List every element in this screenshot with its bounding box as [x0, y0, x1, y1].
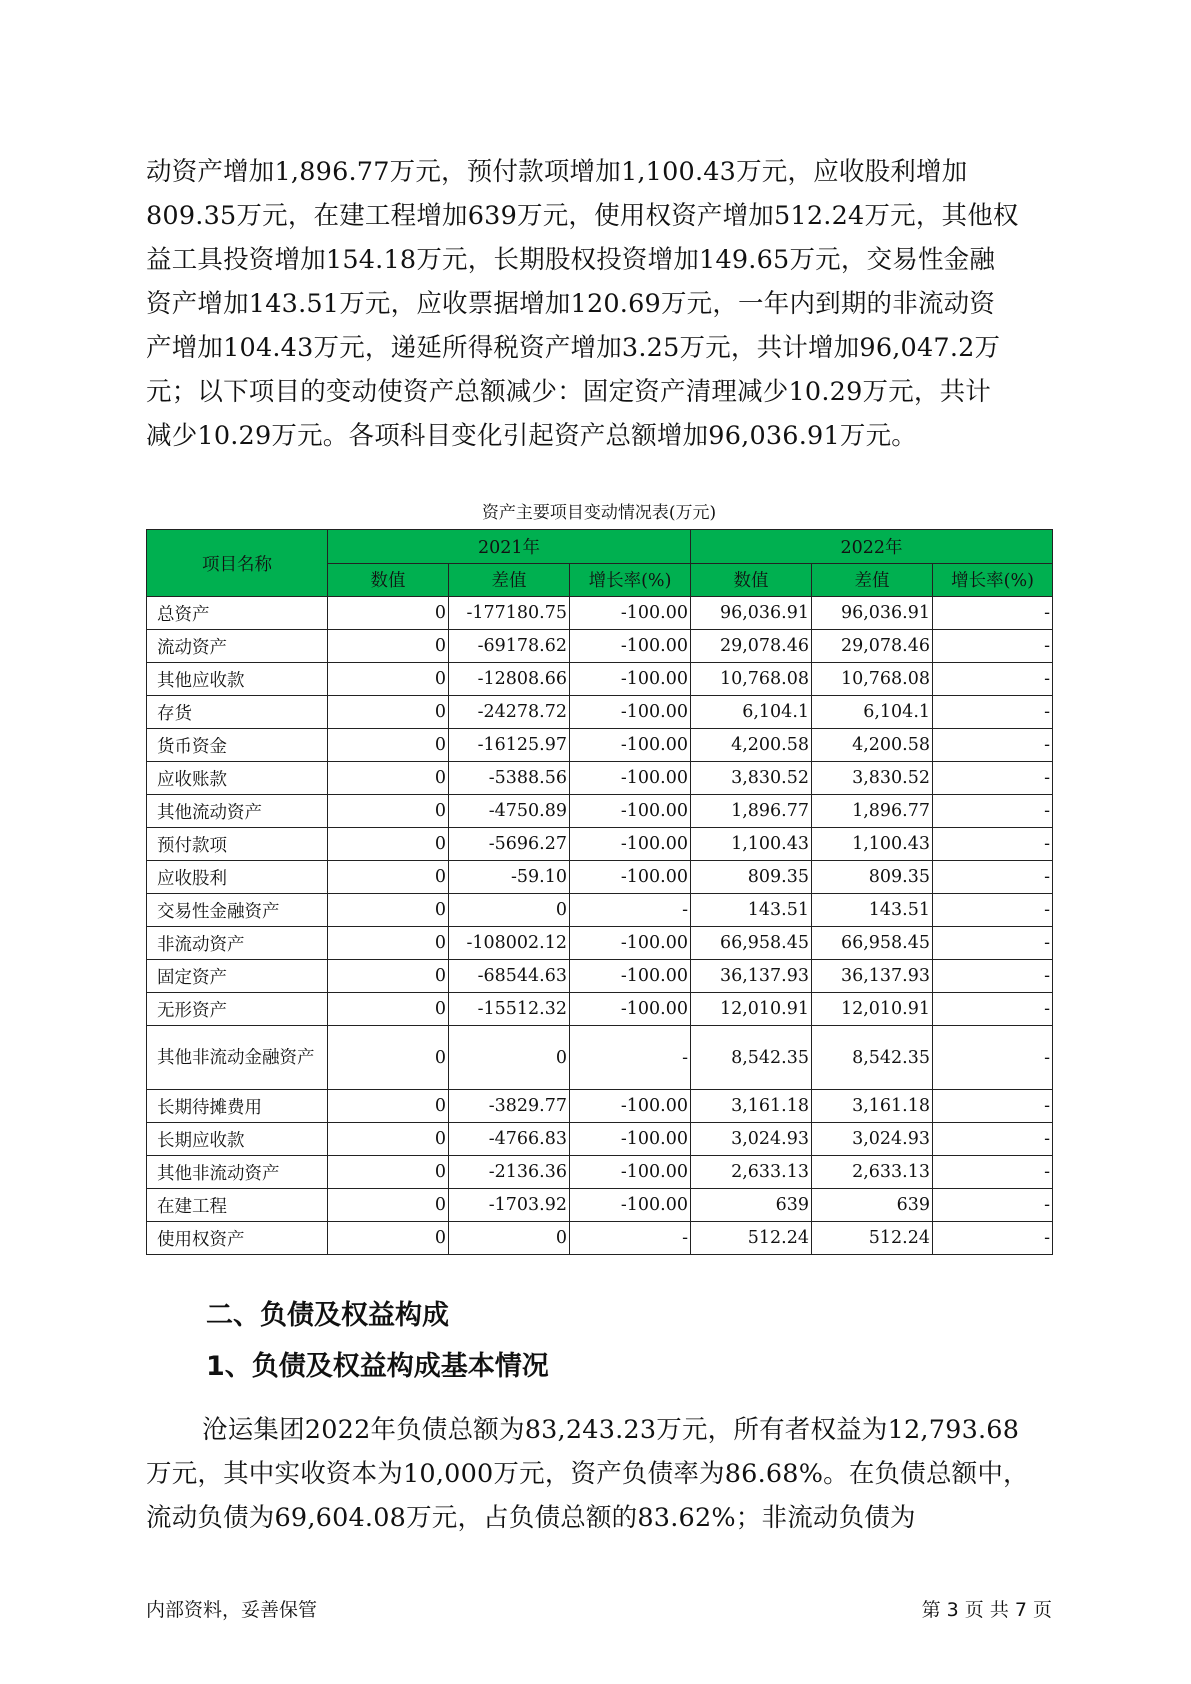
row-name-cell: 交易性金融资产	[147, 894, 328, 927]
value-2022-cell: 809.35	[691, 861, 812, 894]
diff-2022-cell: 1,896.77	[812, 795, 933, 828]
value-2021-cell: 0	[328, 1123, 449, 1156]
value-2021-cell: 0	[328, 1090, 449, 1123]
value-2022-cell: 1,100.43	[691, 828, 812, 861]
asset-change-table	[146, 529, 1053, 1255]
value-2021-cell: 0	[328, 1156, 449, 1189]
table-row	[147, 861, 1053, 894]
table-row	[147, 1090, 1053, 1123]
table-row	[147, 1189, 1053, 1222]
row-name-cell: 货币资金	[147, 729, 328, 762]
rate-2022-cell: -	[933, 894, 1053, 927]
diff-2022-cell: 10,768.08	[812, 663, 933, 696]
row-name-cell: 使用权资产	[147, 1222, 328, 1255]
column-header-2022: 2022年	[691, 530, 1053, 564]
diff-2021-cell: 0	[449, 894, 570, 927]
row-name-cell: 固定资产	[147, 960, 328, 993]
value-2022-cell: 66,958.45	[691, 927, 812, 960]
footer-confidential-note: 内部资料，妥善保管	[146, 1599, 318, 1621]
column-header-2021: 2021年	[328, 530, 691, 564]
liability-paragraph	[146, 1408, 1056, 1540]
row-name-cell: 总资产	[147, 597, 328, 630]
value-2022-cell: 10,768.08	[691, 663, 812, 696]
value-2022-cell: 1,896.77	[691, 795, 812, 828]
column-header-value-2021: 数值	[328, 563, 449, 597]
table-row	[147, 762, 1053, 795]
value-2021-cell: 0	[328, 993, 449, 1026]
row-name-cell: 其他流动资产	[147, 795, 328, 828]
diff-2022-cell: 29,078.46	[812, 630, 933, 663]
paragraph-line: 资产增加143.51万元，应收票据增加120.69万元，一年内到期的非流动资	[146, 289, 996, 319]
column-header-diff-2022: 差值	[812, 563, 933, 597]
row-name-cell: 应收股利	[147, 861, 328, 894]
diff-2021-cell: -16125.97	[449, 729, 570, 762]
footer-page-number: 第 3 页 共 7 页	[921, 1599, 1052, 1621]
rate-2021-cell: -100.00	[570, 1123, 691, 1156]
diff-2021-cell: -68544.63	[449, 960, 570, 993]
rate-2022-cell: -	[933, 960, 1053, 993]
paragraph-line: 流动负债为69,604.08万元，占负债总额的83.62%；非流动负债为	[146, 1503, 916, 1533]
row-name-cell: 在建工程	[147, 1189, 328, 1222]
table-row	[147, 960, 1053, 993]
value-2021-cell: 0	[328, 663, 449, 696]
diff-2022-cell: 639	[812, 1189, 933, 1222]
value-2022-cell: 4,200.58	[691, 729, 812, 762]
value-2021-cell: 0	[328, 630, 449, 663]
row-name-cell: 非流动资产	[147, 927, 328, 960]
diff-2021-cell: -3829.77	[449, 1090, 570, 1123]
diff-2021-cell: -24278.72	[449, 696, 570, 729]
rate-2022-cell: -	[933, 1189, 1053, 1222]
value-2022-cell: 2,633.13	[691, 1156, 812, 1189]
value-2021-cell: 0	[328, 960, 449, 993]
row-name-cell: 流动资产	[147, 630, 328, 663]
paragraph-line: 809.35万元，在建工程增加639万元，使用权资产增加512.24万元，其他权	[146, 201, 1019, 231]
column-header-diff-2021: 差值	[449, 563, 570, 597]
row-name-cell: 长期应收款	[147, 1123, 328, 1156]
table-row	[147, 993, 1053, 1026]
subsection-heading: 1、负债及权益构成基本情况	[206, 1351, 549, 1382]
value-2022-cell: 3,024.93	[691, 1123, 812, 1156]
rate-2021-cell: -100.00	[570, 861, 691, 894]
rate-2022-cell: -	[933, 1026, 1053, 1090]
asset-change-paragraph	[146, 150, 1056, 458]
row-name-cell: 应收账款	[147, 762, 328, 795]
rate-2021-cell: -100.00	[570, 729, 691, 762]
diff-2021-cell: -1703.92	[449, 1189, 570, 1222]
value-2022-cell: 143.51	[691, 894, 812, 927]
table-row	[147, 1156, 1053, 1189]
paragraph-line: 产增加104.43万元，递延所得税资产增加3.25万元，共计增加96,047.2万	[146, 333, 1001, 363]
table-row	[147, 1123, 1053, 1156]
diff-2022-cell: 3,161.18	[812, 1090, 933, 1123]
value-2021-cell: 0	[328, 795, 449, 828]
table-row	[147, 894, 1053, 927]
value-2022-cell: 8,542.35	[691, 1026, 812, 1090]
value-2021-cell: 0	[328, 597, 449, 630]
value-2021-cell: 0	[328, 696, 449, 729]
table-row	[147, 630, 1053, 663]
rate-2021-cell: -100.00	[570, 795, 691, 828]
rate-2022-cell: -	[933, 696, 1053, 729]
diff-2022-cell: 6,104.1	[812, 696, 933, 729]
rate-2022-cell: -	[933, 927, 1053, 960]
diff-2021-cell: 0	[449, 1222, 570, 1255]
table-row	[147, 597, 1053, 630]
diff-2021-cell: -69178.62	[449, 630, 570, 663]
diff-2021-cell: -5696.27	[449, 828, 570, 861]
table-caption: 资产主要项目变动情况表(万元)	[481, 503, 717, 523]
diff-2021-cell: -177180.75	[449, 597, 570, 630]
paragraph-line: 沧运集团2022年负债总额为83,243.23万元，所有者权益为12,793.68	[202, 1415, 1020, 1445]
value-2021-cell: 0	[328, 828, 449, 861]
diff-2022-cell: 12,010.91	[812, 993, 933, 1026]
diff-2022-cell: 512.24	[812, 1222, 933, 1255]
paragraph-line: 益工具投资增加154.18万元，长期股权投资增加149.65万元，交易性金融	[146, 245, 996, 275]
value-2021-cell: 0	[328, 729, 449, 762]
table-header-row	[147, 530, 1053, 564]
row-name-cell: 预付款项	[147, 828, 328, 861]
value-2022-cell: 3,161.18	[691, 1090, 812, 1123]
diff-2022-cell: 4,200.58	[812, 729, 933, 762]
column-header-name: 项目名称	[147, 530, 328, 597]
table-row	[147, 696, 1053, 729]
row-name-cell: 长期待摊费用	[147, 1090, 328, 1123]
value-2021-cell: 0	[328, 1222, 449, 1255]
paragraph-line: 减少10.29万元。各项科目变化引起资产总额增加96,036.91万元。	[146, 421, 917, 451]
table-row	[147, 828, 1053, 861]
rate-2022-cell: -	[933, 828, 1053, 861]
value-2021-cell: 0	[328, 894, 449, 927]
row-name-cell: 其他非流动金融资产	[147, 1026, 328, 1090]
table-row	[147, 795, 1053, 828]
value-2022-cell: 96,036.91	[691, 597, 812, 630]
value-2022-cell: 12,010.91	[691, 993, 812, 1026]
value-2021-cell: 0	[328, 762, 449, 795]
rate-2022-cell: -	[933, 597, 1053, 630]
row-name-cell: 其他非流动资产	[147, 1156, 328, 1189]
table-row	[147, 729, 1053, 762]
diff-2021-cell: -59.10	[449, 861, 570, 894]
diff-2022-cell: 809.35	[812, 861, 933, 894]
paragraph-line: 动资产增加1,896.77万元，预付款项增加1,100.43万元，应收股利增加	[146, 157, 968, 187]
value-2021-cell: 0	[328, 1189, 449, 1222]
rate-2021-cell: -100.00	[570, 597, 691, 630]
table-row	[147, 1026, 1053, 1090]
rate-2022-cell: -	[933, 762, 1053, 795]
rate-2021-cell: -100.00	[570, 960, 691, 993]
table-body	[147, 597, 1053, 1255]
column-header-rate-2021: 增长率(%)	[570, 563, 691, 597]
rate-2022-cell: -	[933, 993, 1053, 1026]
table-row	[147, 927, 1053, 960]
value-2021-cell: 0	[328, 861, 449, 894]
rate-2022-cell: -	[933, 1156, 1053, 1189]
rate-2021-cell: -	[570, 1222, 691, 1255]
value-2022-cell: 29,078.46	[691, 630, 812, 663]
rate-2021-cell: -100.00	[570, 1090, 691, 1123]
rate-2022-cell: -	[933, 663, 1053, 696]
diff-2021-cell: -108002.12	[449, 927, 570, 960]
diff-2021-cell: -4766.83	[449, 1123, 570, 1156]
column-header-value-2022: 数值	[691, 563, 812, 597]
diff-2021-cell: -15512.32	[449, 993, 570, 1026]
diff-2022-cell: 143.51	[812, 894, 933, 927]
diff-2022-cell: 3,830.52	[812, 762, 933, 795]
rate-2021-cell: -	[570, 1026, 691, 1090]
rate-2022-cell: -	[933, 1090, 1053, 1123]
rate-2021-cell: -100.00	[570, 1189, 691, 1222]
diff-2021-cell: -12808.66	[449, 663, 570, 696]
diff-2021-cell: -5388.56	[449, 762, 570, 795]
paragraph-line: 元；以下项目的变动使资产总额减少：固定资产清理减少10.29万元，共计	[146, 377, 992, 407]
diff-2022-cell: 3,024.93	[812, 1123, 933, 1156]
diff-2022-cell: 36,137.93	[812, 960, 933, 993]
rate-2022-cell: -	[933, 1222, 1053, 1255]
rate-2022-cell: -	[933, 630, 1053, 663]
diff-2022-cell: 96,036.91	[812, 597, 933, 630]
diff-2021-cell: -2136.36	[449, 1156, 570, 1189]
diff-2022-cell: 2,633.13	[812, 1156, 933, 1189]
section-heading: 二、负债及权益构成	[206, 1300, 449, 1331]
rate-2021-cell: -100.00	[570, 993, 691, 1026]
value-2022-cell: 36,137.93	[691, 960, 812, 993]
rate-2021-cell: -100.00	[570, 1156, 691, 1189]
paragraph-line: 万元，其中实收资本为10,000万元，资产负债率为86.68%。在负债总额中，	[146, 1459, 1029, 1489]
table-row	[147, 663, 1053, 696]
rate-2021-cell: -100.00	[570, 762, 691, 795]
diff-2022-cell: 66,958.45	[812, 927, 933, 960]
diff-2022-cell: 1,100.43	[812, 828, 933, 861]
row-name-cell: 无形资产	[147, 993, 328, 1026]
diff-2021-cell: -4750.89	[449, 795, 570, 828]
value-2022-cell: 3,830.52	[691, 762, 812, 795]
value-2021-cell: 0	[328, 927, 449, 960]
rate-2022-cell: -	[933, 729, 1053, 762]
value-2022-cell: 6,104.1	[691, 696, 812, 729]
value-2022-cell: 512.24	[691, 1222, 812, 1255]
row-name-cell: 其他应收款	[147, 663, 328, 696]
rate-2021-cell: -100.00	[570, 927, 691, 960]
rate-2021-cell: -100.00	[570, 696, 691, 729]
rate-2022-cell: -	[933, 795, 1053, 828]
column-header-rate-2022: 增长率(%)	[933, 563, 1053, 597]
table-row	[147, 1222, 1053, 1255]
rate-2021-cell: -	[570, 894, 691, 927]
rate-2022-cell: -	[933, 861, 1053, 894]
row-name-cell: 存货	[147, 696, 328, 729]
rate-2021-cell: -100.00	[570, 663, 691, 696]
rate-2022-cell: -	[933, 1123, 1053, 1156]
value-2021-cell: 0	[328, 1026, 449, 1090]
value-2022-cell: 639	[691, 1189, 812, 1222]
rate-2021-cell: -100.00	[570, 630, 691, 663]
diff-2022-cell: 8,542.35	[812, 1026, 933, 1090]
rate-2021-cell: -100.00	[570, 828, 691, 861]
diff-2021-cell: 0	[449, 1026, 570, 1090]
